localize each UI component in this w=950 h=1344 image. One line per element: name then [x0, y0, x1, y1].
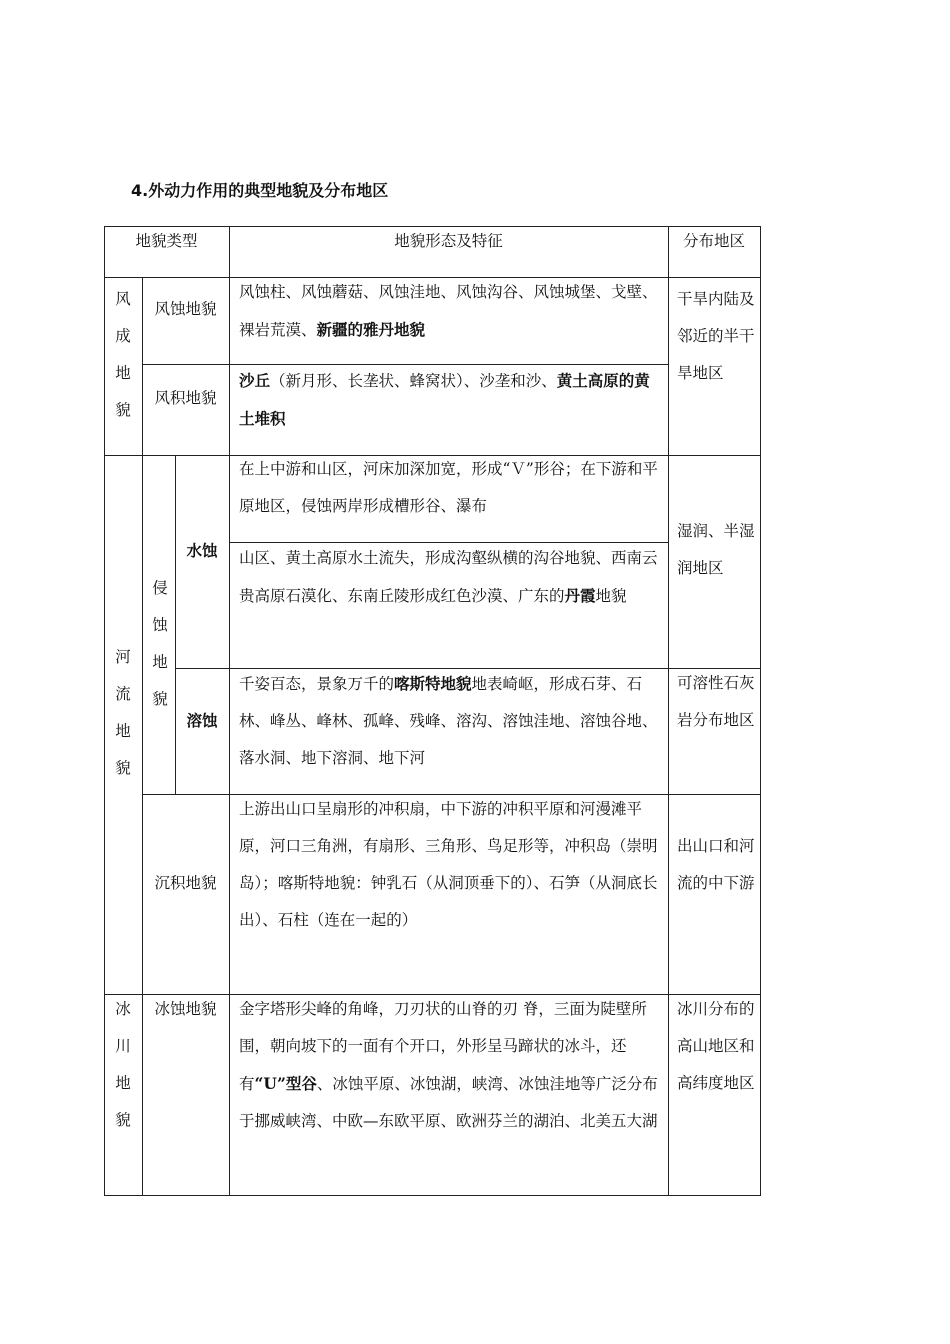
- vertical-char: 川: [115, 1037, 131, 1055]
- vertical-char: 蚀: [152, 616, 168, 634]
- vertical-char: 地: [115, 722, 131, 740]
- river-deposit-feature: 上游出山口呈扇形的冲积扇，中下游的冲积平原和河漫滩平原，河口三角洲，有扇形、三角形、鸟足形等，冲积岛（崇明岛）；喀斯特地貌：钟乳石（从洞顶垂下的）、石笋（从洞底长出）、石柱（连在一起的）: [239, 800, 658, 929]
- table-bottom-border: [104, 1195, 761, 1196]
- river-group-label: [113, 639, 133, 787]
- vertical-char: 侵: [152, 579, 168, 597]
- header-region: 分布地区: [682, 232, 745, 250]
- water-erosion-name: 水蚀: [186, 541, 218, 560]
- wind-deposit-feature: 沙丘（新月形、长垄状、蜂窝状）、沙垄和沙、黄土高原的黄土堆积: [239, 371, 650, 428]
- water-feature-1: 在上中游和山区，河床加深加宽，形成“Ｖ”形谷；在下游和平原地区，侵蚀两岸形成槽形谷、瀑布: [239, 460, 658, 515]
- water-region: 湿润、半湿润地区: [677, 522, 755, 577]
- vertical-char: 风: [115, 290, 131, 308]
- vertical-char: 貌: [152, 690, 168, 708]
- dissolve-region: 可溶性石灰岩分布地区: [677, 674, 755, 729]
- river-deposit-region: 出山口和河流的中下游: [677, 837, 755, 892]
- feature-col-border: [668, 226, 669, 1196]
- water-feature-2: 山区、黄土高原水土流失，形成沟壑纵横的沟谷地貌、西南云贵高原石漠化、东南丘陵形成红色沙漠、广东的丹霞地貌: [239, 549, 658, 605]
- header-type: 地貌类型: [135, 232, 198, 250]
- wind-group-label: [113, 281, 133, 429]
- wind-deposit-name: 风积地貌: [154, 389, 217, 407]
- wind-erosion-name: 风蚀地貌: [154, 300, 217, 318]
- dissolve-name: 溶蚀: [186, 711, 218, 730]
- wind-erosion-feature: 风蚀柱、风蚀蘑菇、风蚀洼地、风蚀沟谷、风蚀城堡、戈壁、裸岩荒漠、新疆的雅丹地貌: [239, 283, 658, 339]
- vertical-char: 貌: [115, 759, 131, 777]
- vertical-char: 地: [115, 364, 131, 382]
- type-col-border: [229, 226, 230, 1196]
- vertical-char: 成: [115, 327, 131, 345]
- river-erosion-group-label: [150, 570, 170, 718]
- erosion-col-border: [175, 455, 176, 795]
- section-title: 4.外动力作用的典型地貌及分布地区: [131, 181, 389, 200]
- vertical-char: 冰: [115, 1000, 131, 1018]
- river-deposit-name: 沉积地貌: [154, 874, 217, 892]
- vertical-char: 地: [152, 653, 168, 671]
- header-feature: 地貌形态及特征: [394, 232, 503, 250]
- vertical-char: 河: [115, 648, 131, 666]
- glacier-group-label: [113, 991, 133, 1139]
- vertical-char: 貌: [115, 1111, 131, 1129]
- table-left-border: [104, 226, 105, 1196]
- vertical-char: 貌: [115, 401, 131, 419]
- wind-region: 干旱内陆及邻近的半干旱地区: [677, 290, 755, 382]
- vertical-char: 流: [115, 685, 131, 703]
- glacier-feature: 金字塔形尖峰的角峰，刀刃状的山脊的刃 脊，三面为陡壁所围，朝向坡下的一面有个开口，外形呈马蹄状的冰斗，还有“U”型谷、冰蚀平原、冰蚀湖，峡湾、冰蚀洼地等广泛分布于挪威峡湾、中欧—东欧平原、欧洲芬兰的湖泊、北美五大湖: [239, 1000, 658, 1130]
- glacier-erosion-name: 冰蚀地貌: [154, 1000, 217, 1018]
- table-right-border: [760, 226, 761, 1196]
- vertical-char: 地: [115, 1074, 131, 1092]
- glacier-region: 冰川分布的高山地区和高纬度地区: [677, 1000, 755, 1092]
- dissolve-feature: 千姿百态，景象万千的喀斯特地貌地表崎岖，形成石芽、石林、峰丛、峰林、孤峰、残峰、溶沟、溶蚀洼地、溶蚀谷地、落水洞、地下溶洞、地下河: [239, 674, 658, 767]
